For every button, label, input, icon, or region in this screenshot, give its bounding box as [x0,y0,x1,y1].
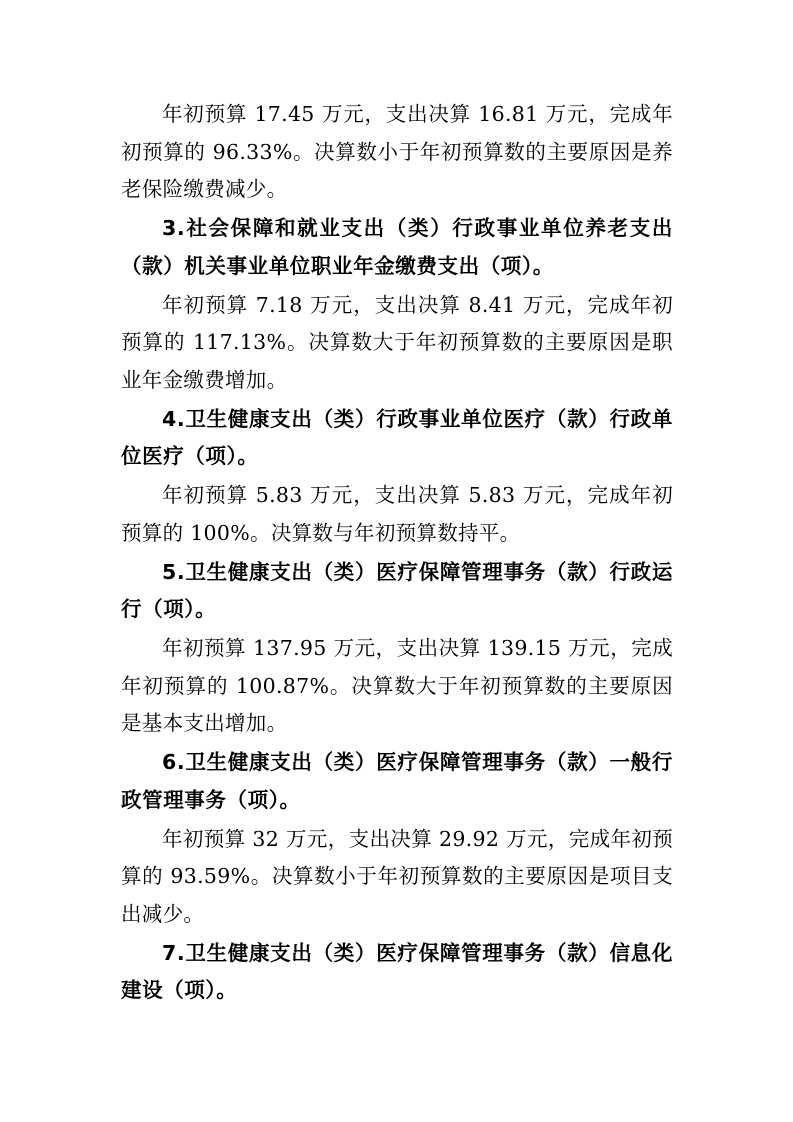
heading-occupational-annuity: 3.社会保障和就业支出（类）行政事业单位养老支出（款）机关事业单位职业年金缴费支出（项）。 [121,216,673,278]
heading-administrative-medical: 4.卫生健康支出（类）行政事业单位医疗（款）行政单位医疗（项）。 [121,406,673,468]
heading-administrative-operation: 5.卫生健康支出（类）医疗保障管理事务（款）行政运行（项）。 [121,559,673,621]
heading-informatization: 7.卫生健康支出（类）医疗保障管理事务（款）信息化建设（项）。 [121,940,673,1002]
document-body [121,96,673,1011]
paragraph-pension-insurance: 年初预算 17.45 万元，支出决算 16.81 万元，完成年初预算的 96.33%。决算数小于年初预算数的主要原因是养老保险缴费减少。 [121,102,673,201]
paragraph-administrative-medical: 年初预算 5.83 万元，支出决算 5.83 万元，完成年初预算的 100%。决算数与年初预算数持平。 [121,483,673,545]
paragraph-occupational-annuity: 年初预算 7.18 万元，支出决算 8.41 万元，完成年初预算的 117.13%。决算数大于年初预算数的主要原因是职业年金缴费增加。 [121,292,673,392]
heading-general-administration: 6.卫生健康支出（类）医疗保障管理事务（款）一般行政管理事务（项）。 [121,750,673,812]
paragraph-general-administration: 年初预算 32 万元，支出决算 29.92 万元，完成年初预算的 93.59%。决算数小于年初预算数的主要原因是项目支出减少。 [121,826,673,926]
paragraph-administrative-operation: 年初预算 137.95 万元，支出决算 139.15 万元，完成年初预算的 100.87%。决算数大于年初预算数的主要原因是基本支出增加。 [121,636,673,735]
